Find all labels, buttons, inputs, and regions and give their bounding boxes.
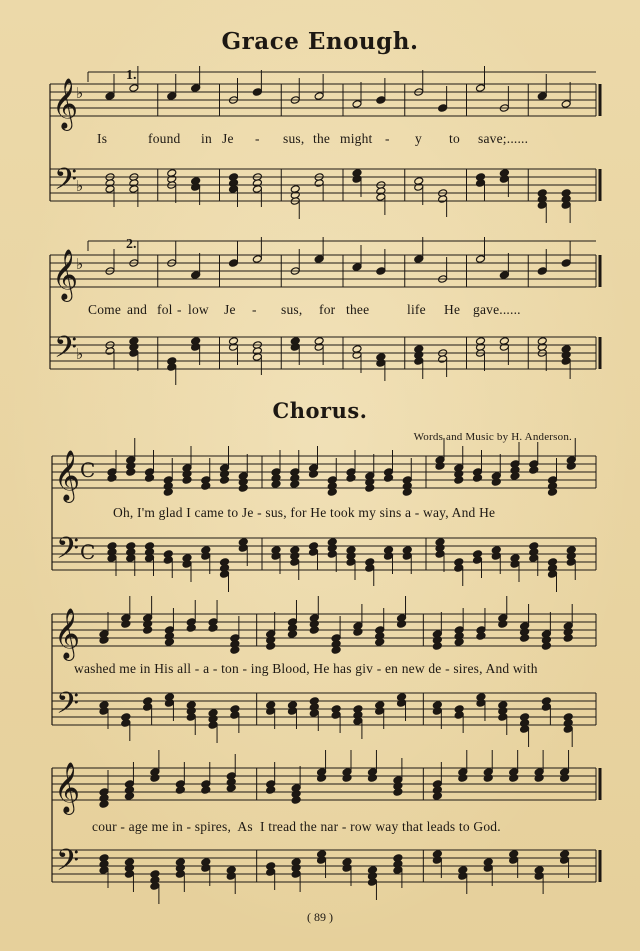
note-head (476, 84, 486, 93)
note-head (309, 626, 319, 635)
note-head (208, 624, 218, 633)
treble-clef: 𝄞 (54, 450, 81, 501)
note-head (402, 488, 412, 497)
lyric-word: - (177, 302, 182, 317)
note-head (342, 774, 352, 783)
note-head (432, 707, 442, 716)
note-head (186, 624, 196, 633)
note-head (541, 642, 551, 651)
lyric-word: - (385, 131, 390, 146)
bass-clef: 𝄢 (54, 331, 78, 372)
note-head (191, 84, 201, 93)
lyric-word: for (319, 302, 336, 317)
lyric-word: save;...... (478, 131, 529, 146)
note-head (491, 478, 501, 487)
note-head (271, 480, 281, 489)
note-head (252, 353, 262, 362)
note-head (414, 183, 424, 192)
bass-clef: 𝄢 (56, 687, 80, 728)
note-head (393, 866, 403, 875)
note-head (167, 363, 177, 372)
lyric-word: - (255, 131, 260, 146)
note-head (342, 864, 352, 873)
note-head (201, 786, 211, 795)
note-head (367, 774, 377, 783)
page-number: ( 89 ) (307, 910, 333, 924)
note-head (483, 864, 493, 873)
note-head (346, 558, 356, 567)
note-head (563, 634, 573, 643)
note-head (537, 92, 547, 101)
note-head (331, 711, 341, 720)
note-head (309, 548, 319, 557)
note-head (266, 868, 276, 877)
note-head (99, 636, 109, 645)
note-head (454, 711, 464, 720)
lyric-word: low (188, 302, 209, 317)
note-head (353, 628, 363, 637)
note-head (143, 703, 153, 712)
flat-sign: ♭ (76, 255, 84, 273)
note-head (476, 699, 486, 708)
note-head (129, 349, 139, 358)
note-head (124, 870, 134, 879)
lyric-word: thee (346, 302, 370, 317)
note-head (376, 359, 386, 368)
lyric-word: sus, (281, 302, 303, 317)
note-head (163, 556, 173, 565)
note-head (509, 774, 519, 783)
note-head (537, 201, 547, 210)
lyric-word: and (127, 302, 148, 317)
note-head (352, 351, 362, 360)
note-head (145, 554, 155, 563)
lyric-word: y (415, 131, 422, 146)
note-head (331, 646, 341, 655)
note-head (230, 711, 240, 720)
lyric-word: the (313, 131, 331, 146)
note-head (252, 255, 262, 264)
note-head (499, 271, 509, 280)
note-head (454, 638, 464, 647)
note-head (365, 484, 375, 493)
note-head (182, 560, 192, 569)
lyric-word: in (201, 131, 212, 146)
treble-clef: 𝄞 (54, 608, 81, 659)
note-head (499, 343, 509, 352)
chorus-lyric-line: Oh, I'm glad I came to Je - sus, for He took my sins a - way, And He (113, 505, 496, 520)
note-head (375, 707, 385, 716)
note-head (290, 343, 300, 352)
chorus-heading: Chorus. (272, 398, 368, 423)
note-head (164, 699, 174, 708)
song-title: Grace Enough. (221, 28, 419, 55)
flat-sign: ♭ (76, 84, 84, 102)
note-head (226, 872, 236, 881)
note-head (352, 263, 362, 272)
note-head (365, 564, 375, 573)
note-head (238, 544, 248, 553)
treble-clef: 𝄞 (52, 78, 79, 129)
flat-sign: ♭ (76, 177, 84, 195)
note-head (124, 792, 134, 801)
note-head (534, 774, 544, 783)
note-head (266, 707, 276, 716)
note-head (291, 870, 301, 879)
treble-clef: 𝄞 (52, 249, 79, 300)
note-head (432, 856, 442, 865)
note-head (327, 488, 337, 497)
note-head (317, 856, 327, 865)
note-head (438, 104, 448, 113)
lyric-word: might (340, 131, 373, 146)
note-head (271, 552, 281, 561)
lyric-word: Come (88, 302, 122, 317)
note-head (498, 620, 508, 629)
note-head (561, 357, 571, 366)
note-head (367, 878, 377, 887)
note-head (107, 554, 117, 563)
note-head (309, 709, 319, 718)
note-head (126, 468, 136, 477)
note-head (548, 570, 558, 579)
note-head (186, 713, 196, 722)
note-head (476, 255, 486, 264)
lyric-word: He (444, 302, 461, 317)
note-head (105, 347, 115, 356)
note-head (229, 185, 239, 194)
note-head (230, 646, 240, 655)
note-head (561, 259, 571, 268)
note-head (375, 638, 385, 647)
note-head (314, 92, 324, 101)
note-head (510, 560, 520, 569)
note-head (291, 796, 301, 805)
lyric-word: gave...... (473, 302, 521, 317)
note-head (314, 255, 324, 264)
note-head (509, 856, 519, 865)
note-head (314, 343, 324, 352)
note-head (414, 255, 424, 264)
note-head (107, 474, 117, 483)
note-head (432, 792, 442, 801)
note-head (226, 784, 236, 793)
note-head (220, 476, 230, 485)
chorus-lyric-line: washed me in His all - a - ton - ing Blood, He has giv - en new de - sires, And with (74, 661, 538, 676)
note-head (376, 96, 386, 105)
note-head (561, 201, 571, 210)
bass-clef: 𝄢 (56, 844, 80, 885)
note-head (458, 872, 468, 881)
note-head (498, 713, 508, 722)
note-head (534, 872, 544, 881)
lyric-word: life (407, 302, 426, 317)
note-head (352, 175, 362, 184)
note-head (182, 476, 192, 485)
note-head (99, 866, 109, 875)
treble-clef: 𝄞 (54, 762, 81, 813)
note-head (454, 476, 464, 485)
lyric-word: found (148, 131, 181, 146)
note-head (560, 856, 570, 865)
time-signature: C (80, 540, 96, 564)
credit-line: Words and Music by H. Anderson. (413, 431, 572, 443)
note-head (454, 564, 464, 573)
lyric-word: to (449, 131, 460, 146)
note-head (129, 185, 139, 194)
note-head (491, 552, 501, 561)
note-head (435, 550, 445, 559)
note-head (376, 267, 386, 276)
lyric-word: Je (224, 302, 236, 317)
lyric-word: - (252, 302, 257, 317)
note-head (384, 552, 394, 561)
note-head (167, 92, 177, 101)
note-head (393, 788, 403, 797)
note-head (384, 474, 394, 483)
note-head (175, 870, 185, 879)
note-head (163, 488, 173, 497)
note-head (563, 725, 573, 734)
note-head (499, 175, 509, 184)
note-head (566, 558, 576, 567)
note-head (397, 620, 407, 629)
note-head (529, 554, 539, 563)
note-head (561, 100, 571, 109)
note-head (191, 271, 201, 280)
bass-clef: 𝄢 (54, 163, 78, 204)
note-head (175, 786, 185, 795)
note-head (376, 193, 386, 202)
note-head (201, 552, 211, 561)
note-head (537, 267, 547, 276)
note-head (397, 699, 407, 708)
note-head (309, 470, 319, 479)
note-head (150, 882, 160, 891)
note-head (520, 634, 530, 643)
lyric-word: fol (157, 302, 173, 317)
note-head (164, 638, 174, 647)
note-head (126, 554, 136, 563)
note-head (288, 630, 298, 639)
note-head (414, 357, 424, 366)
note-head (121, 620, 131, 629)
note-head (435, 462, 445, 471)
note-head (483, 774, 493, 783)
note-head (476, 179, 486, 188)
note-head (438, 355, 448, 364)
note-head (99, 707, 109, 716)
note-head (510, 472, 520, 481)
volta-number: 2. (126, 237, 137, 252)
note-head (143, 626, 153, 635)
note-head (520, 725, 530, 734)
note-head (317, 774, 327, 783)
note-head (314, 179, 324, 188)
chorus-lyric-line: cour - age me in - spires, As I tread the nar - row way that leads to God. (92, 819, 501, 834)
lyric-word: Is (97, 131, 108, 146)
note-head (290, 480, 300, 489)
note-head (105, 185, 115, 194)
note-head (252, 185, 262, 194)
note-head (346, 474, 356, 483)
note-head (290, 558, 300, 567)
note-head (541, 703, 551, 712)
note-head (220, 570, 230, 579)
lyric-word: Je (222, 131, 234, 146)
note-head (473, 474, 483, 483)
note-head (99, 800, 109, 809)
note-head (402, 552, 412, 561)
note-head (201, 482, 211, 491)
note-head (432, 642, 442, 651)
note-head (105, 92, 115, 101)
note-head (266, 642, 276, 651)
note-head (352, 100, 362, 109)
bass-clef: 𝄢 (56, 532, 80, 573)
volta-number: 1. (126, 68, 137, 83)
note-head (548, 488, 558, 497)
note-head (121, 719, 131, 728)
note-head (150, 774, 160, 783)
note-head (288, 707, 298, 716)
note-head (191, 183, 201, 192)
note-head (438, 195, 448, 204)
note-head (208, 721, 218, 730)
note-head (458, 774, 468, 783)
note-head (529, 466, 539, 475)
note-head (252, 88, 262, 97)
note-head (238, 484, 248, 493)
note-head (353, 717, 363, 726)
time-signature: C (80, 458, 96, 482)
note-head (266, 786, 276, 795)
note-head (191, 343, 201, 352)
note-head (560, 774, 570, 783)
note-head (566, 462, 576, 471)
note-head (327, 550, 337, 559)
note-head (229, 343, 239, 352)
note-head (129, 84, 139, 93)
note-head (473, 556, 483, 565)
note-head (229, 259, 239, 268)
note-head (145, 474, 155, 483)
note-head (476, 632, 486, 641)
lyric-word: sus, (283, 131, 305, 146)
flat-sign: ♭ (76, 345, 84, 363)
note-head (201, 864, 211, 873)
